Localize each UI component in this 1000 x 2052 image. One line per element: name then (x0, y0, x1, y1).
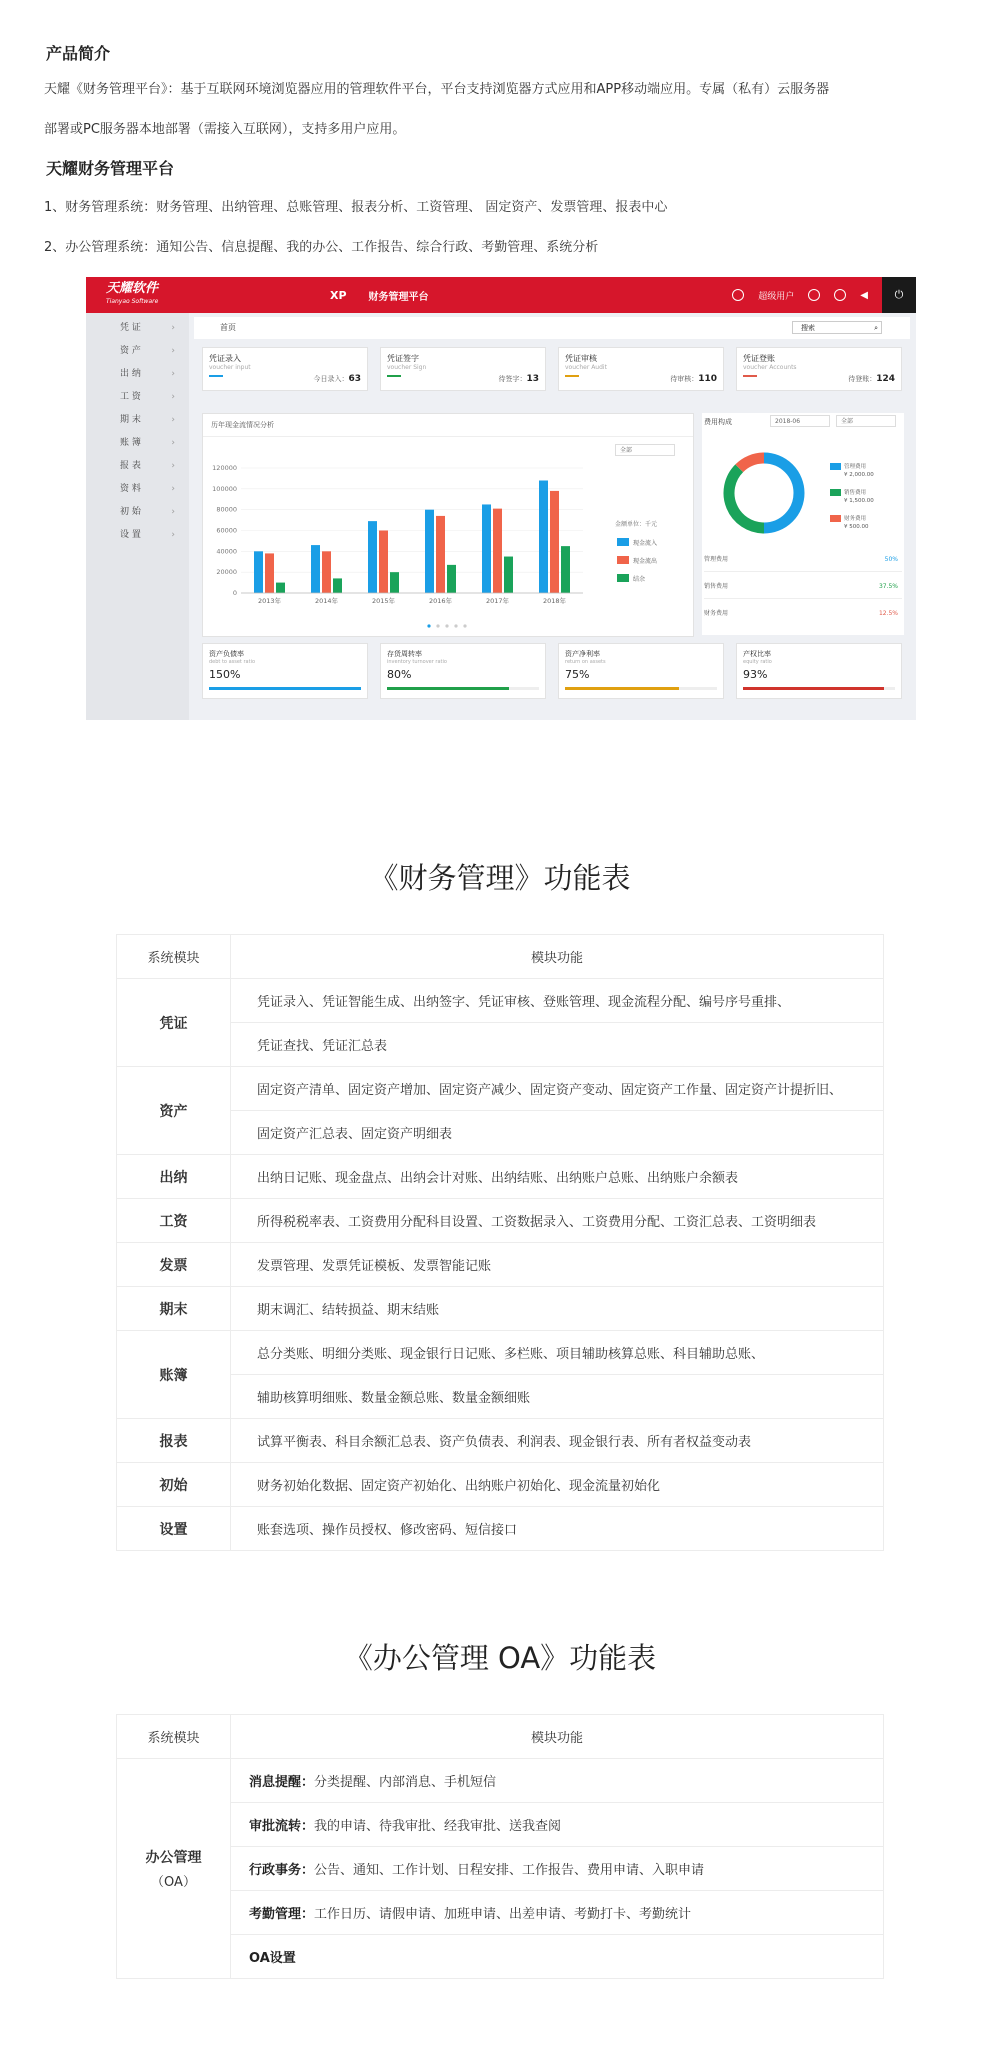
ratio-title: 资产净利率 (565, 650, 600, 658)
search-input[interactable] (792, 321, 882, 334)
y-tick-label: 60000 (216, 526, 237, 535)
x-tick-label: 2013年 (257, 597, 282, 605)
dashboard-logo (86, 282, 218, 308)
bar (265, 553, 274, 593)
module-cell: 发票 (117, 1243, 231, 1287)
kpi-value: 13 (526, 374, 539, 384)
logo-text: 天耀软件 (106, 281, 159, 296)
function-cell: 试算平衡表、科目余额汇总表、资产负债表、利润表、现金银行表、所有者权益变动表 (231, 1419, 884, 1463)
kpi-title: 凭证登账 (743, 354, 775, 363)
ratio-progress-fill (209, 687, 361, 690)
header-module: 系统模块 (117, 1715, 231, 1759)
x-tick-label: 2018年 (542, 597, 567, 605)
ratio-progress-fill (387, 687, 509, 690)
table-row (117, 1067, 884, 1111)
header-function: 模块功能 (231, 1715, 884, 1759)
kpi-card[interactable] (202, 347, 368, 391)
legend-unit: 金额单位：千元 (615, 521, 658, 528)
function-text: 工作日历、请假申请、加班申请、出差申请、考勤打卡、考勤统计 (314, 1907, 692, 1922)
settings-icon[interactable] (808, 289, 820, 301)
expense-pct: 37.5% (878, 583, 898, 590)
ratio-value: 80% (387, 668, 412, 681)
function-cell: 固定资产清单、固定资产增加、固定资产减少、固定资产变动、固定资产工作量、固定资产计提折旧、 (231, 1067, 884, 1111)
kpi-accent (743, 375, 757, 377)
xp-label: XP (330, 288, 347, 302)
bar (561, 546, 570, 593)
table-row (117, 1199, 884, 1243)
function-cell: 凭证录入、凭证智能生成、出纳签字、凭证审核、登账管理、现金流程分配、编号序号重排、 (231, 979, 884, 1023)
expense-row (704, 576, 902, 599)
module-cell: 账簿 (117, 1331, 231, 1419)
ratio-value: 75% (565, 668, 590, 681)
ratio-card[interactable] (380, 643, 546, 699)
finance-table-title: 《财务管理》功能表 (369, 861, 631, 895)
table-header-row (117, 1715, 884, 1759)
function-label: 消息提醒： (249, 1775, 315, 1790)
ratio-card[interactable] (558, 643, 724, 699)
function-cell: 凭证查找、凭证汇总表 (231, 1023, 884, 1067)
table-header-row (117, 935, 884, 979)
donut-legend-label: 销售费用 (844, 490, 867, 496)
expense-label: 管理费用 (704, 556, 729, 563)
x-tick-label: 2017年 (485, 597, 510, 605)
kpi-row (202, 347, 902, 391)
function-cell (231, 1847, 884, 1891)
pager-dot (427, 624, 430, 627)
donut-scope-value: 全部 (841, 418, 854, 425)
table-row (117, 979, 884, 1023)
platform-heading: 天耀财务管理平台 (46, 159, 175, 178)
dashboard-topbar (86, 277, 916, 313)
sidebar-item[interactable]: 初 始 › (86, 501, 189, 524)
function-cell (231, 1803, 884, 1847)
bar (482, 504, 491, 593)
function-text: 我的申请、待我审批、经我审批、送我查阅 (314, 1819, 562, 1834)
x-tick-label: 2016年 (428, 597, 453, 605)
donut-slice (729, 468, 764, 528)
table-row (117, 1111, 884, 1155)
function-label: 考勤管理： (249, 1907, 315, 1922)
table-row (117, 1847, 884, 1891)
donut-legend-swatch (830, 463, 841, 470)
bar (368, 521, 377, 593)
legend-swatch (617, 556, 629, 564)
ratio-row (202, 643, 902, 699)
x-tick-label: 2015年 (371, 597, 396, 605)
expense-panel (702, 413, 904, 635)
sidebar-item[interactable]: 资 料 › (86, 478, 189, 501)
y-tick-label: 120000 (212, 464, 237, 472)
sidebar-item[interactable]: 期 末 › (86, 409, 189, 432)
kpi-value: 124 (876, 374, 895, 384)
kpi-value: 63 (348, 374, 361, 384)
sidebar-item[interactable]: 出 纳 › (86, 363, 189, 386)
legend-swatch (617, 574, 629, 582)
logo-subtext: Tianyao Software (106, 298, 159, 305)
y-tick-label: 40000 (216, 547, 237, 556)
header-function: 模块功能 (231, 935, 884, 979)
bar (322, 551, 331, 593)
expense-donut-chart (702, 435, 910, 555)
dashboard-main (194, 313, 910, 720)
kpi-value: 110 (698, 374, 717, 384)
donut-slice (764, 458, 799, 528)
table-row (117, 1891, 884, 1935)
dashboard-screenshot (86, 277, 916, 720)
function-cell: 发票管理、发票凭证模板、发票智能记账 (231, 1243, 884, 1287)
module-cell: 期末 (117, 1287, 231, 1331)
kpi-subtitle: voucher input (209, 364, 251, 371)
ratio-title: 资产负债率 (209, 650, 244, 658)
function-cell: 期末调汇、结转损益、期末结账 (231, 1287, 884, 1331)
function-cell: 账套选项、操作员授权、修改密码、短信接口 (231, 1507, 884, 1551)
table-row (117, 1803, 884, 1847)
legend-swatch (617, 538, 629, 546)
function-cell: 财务初始化数据、固定资产初始化、出纳账户初始化、现金流量初始化 (231, 1463, 884, 1507)
donut-slice (739, 458, 764, 468)
x-tick-label: 2014年 (314, 597, 339, 605)
donut-legend-amount: ¥ 2,000.00 (844, 472, 874, 478)
ratio-subtitle: equity ratio (743, 659, 772, 665)
bar (333, 578, 342, 593)
y-tick-label: 80000 (216, 505, 237, 514)
kpi-subtitle: voucher Accounts (743, 364, 797, 371)
user-icon[interactable] (732, 289, 744, 301)
oa-table-title: 《办公管理 OA》功能表 (343, 1641, 657, 1675)
help-icon[interactable] (834, 289, 846, 301)
donut-legend-amount: ¥ 1,500.00 (844, 498, 874, 504)
platform-item-1: 1、财务管理系统：财务管理、出纳管理、总账管理、报表分析、工资管理、 固定资产、发票管理、报表中心 (44, 200, 668, 215)
bar (550, 491, 559, 593)
power-icon: ⏻ (894, 288, 904, 301)
function-cell (231, 1891, 884, 1935)
y-tick-label: 100000 (212, 484, 237, 493)
bar (447, 565, 456, 593)
kpi-accent (565, 375, 579, 377)
ratio-value: 150% (209, 668, 241, 681)
module-cell (117, 1759, 231, 1979)
donut-legend-swatch (830, 515, 841, 522)
kpi-accent (387, 375, 401, 377)
donut-legend-label: 管理费用 (844, 464, 867, 470)
finance-function-table (116, 934, 884, 1551)
bar (504, 557, 513, 593)
kpi-accent (209, 375, 223, 377)
module-cell: 凭证 (117, 979, 231, 1067)
bar (254, 551, 263, 593)
function-label: 行政事务： (249, 1863, 315, 1878)
sidebar-item[interactable]: 账 簿 › (86, 432, 189, 455)
donut-legend-swatch (830, 489, 841, 496)
header-module: 系统模块 (117, 935, 231, 979)
cashflow-bar-chart (203, 438, 693, 634)
ratio-progress (209, 687, 361, 690)
kpi-title: 凭证录入 (209, 354, 241, 363)
donut-legend-label: 财务费用 (844, 516, 867, 522)
legend-label: 现金流出 (633, 558, 658, 565)
donut-month-value: 2018-06 (775, 418, 801, 425)
module-cell: 报表 (117, 1419, 231, 1463)
table-row (117, 1155, 884, 1199)
table-row (117, 1023, 884, 1067)
bar (539, 481, 548, 594)
table-row (117, 1375, 884, 1419)
ratio-progress (743, 687, 895, 690)
table-row (117, 1243, 884, 1287)
bar (311, 545, 320, 593)
expense-label: 销售费用 (704, 583, 729, 590)
pager-dot (463, 624, 466, 627)
bar (425, 510, 434, 593)
function-text: 公告、通知、工作计划、日程安排、工作报告、费用申请、入职申请 (314, 1863, 705, 1878)
cashflow-chart-panel (202, 413, 694, 637)
ratio-title: 产权比率 (743, 650, 771, 658)
search-placeholder: 搜索 (801, 324, 815, 332)
ratio-progress (387, 687, 539, 690)
function-cell (231, 1759, 884, 1803)
ratio-title: 存货周转率 (387, 650, 422, 658)
kpi-card[interactable] (736, 347, 902, 391)
ratio-progress-fill (565, 687, 679, 690)
intro-paragraph-line-2: 部署或PC服务器本地部署（需接入互联网），支持多用户应用。 (44, 122, 406, 137)
function-text: 分类提醒、内部消息、手机短信 (314, 1775, 497, 1790)
bar (493, 509, 502, 593)
legend-label: 现金流入 (633, 540, 658, 547)
breadcrumb (194, 317, 910, 339)
sidebar-item[interactable]: 报 表 › (86, 455, 189, 478)
oa-function-table (116, 1714, 884, 1979)
table-row (117, 1463, 884, 1507)
breadcrumb-home[interactable]: 首页 (220, 323, 236, 332)
function-cell: 所得税税率表、工资费用分配科目设置、工资数据录入、工资费用分配、工资汇总表、工资明细表 (231, 1199, 884, 1243)
sidebar-item[interactable]: 设 置 › (86, 524, 189, 547)
bar (276, 583, 285, 593)
bar (390, 572, 399, 593)
ratio-card[interactable] (202, 643, 368, 699)
kpi-label: 待签字： (498, 375, 527, 383)
kpi-title: 凭证审核 (565, 354, 597, 363)
kpi-subtitle: voucher Audit (565, 364, 607, 371)
ratio-subtitle: debt to asset ratio (209, 659, 256, 665)
expense-pct: 50% (884, 556, 898, 563)
sidebar-item[interactable]: 凭 证 › (86, 317, 189, 340)
kpi-card[interactable] (558, 347, 724, 391)
function-cell (231, 1935, 884, 1979)
kpi-label: 待审核： (670, 375, 699, 383)
expense-label: 财务费用 (704, 610, 729, 617)
chart-filter-value: 全部 (620, 447, 633, 454)
function-cell: 固定资产汇总表、固定资产明细表 (231, 1111, 884, 1155)
dashboard-sidebar (86, 313, 189, 720)
bar (436, 516, 445, 593)
ratio-progress (565, 687, 717, 690)
power-button[interactable] (882, 277, 916, 313)
pager-dot (454, 624, 457, 627)
intro-paragraph-line-1: 天耀《财务管理平台》：基于互联网环境浏览器应用的管理软件平台，平台支持浏览器方式应用和APP移动端应用。专属（私有）云服务器 (44, 82, 830, 97)
kpi-card[interactable] (380, 347, 546, 391)
module-cell: 初始 (117, 1463, 231, 1507)
pager-dot (445, 624, 448, 627)
donut-scope-select[interactable] (836, 415, 896, 427)
kpi-label: 今日录入： (313, 375, 349, 383)
donut-legend-amount: ¥ 500.00 (844, 524, 869, 530)
function-cell: 出纳日记账、现金盘点、出纳会计对账、出纳结账、出纳账户总账、出纳账户余额表 (231, 1155, 884, 1199)
intro-section (44, 38, 964, 268)
expense-row (704, 603, 902, 625)
module-cell: 工资 (117, 1199, 231, 1243)
table-row (117, 1331, 884, 1375)
ratio-subtitle: return on assets (565, 659, 606, 665)
user-name[interactable]: 超级用户 (758, 291, 795, 302)
module-name: 办公管理 (145, 1850, 202, 1866)
function-label: 审批流转： (249, 1819, 315, 1834)
kpi-title: 凭证签字 (387, 354, 419, 363)
kpi-subtitle: voucher Sign (387, 364, 427, 371)
ratio-value: 93% (743, 668, 768, 681)
expense-row (704, 549, 902, 572)
sound-icon[interactable]: ◀ (860, 289, 868, 301)
function-label: OA设置 (249, 1951, 296, 1966)
donut-title: 费用构成 (704, 418, 732, 426)
legend-label: 结余 (633, 576, 646, 583)
module-subname: （OA） (151, 1875, 196, 1890)
sidebar-item[interactable]: 工 资 › (86, 386, 189, 409)
y-tick-label: 20000 (216, 568, 237, 577)
chart-title: 历年现金流情况分析 (203, 414, 693, 437)
platform-item-2: 2、办公管理系统：通知公告、信息提醒、我的办公、工作报告、综合行政、考勤管理、系统分析 (44, 240, 599, 255)
y-tick-label: 0 (232, 589, 237, 597)
table-row (117, 1507, 884, 1551)
table-row (117, 1759, 884, 1803)
search-icon[interactable]: ⌕ (874, 324, 878, 332)
kpi-label: 待登账： (848, 375, 877, 383)
function-cell: 辅助核算明细账、数量金额总账、数量金额细账 (231, 1375, 884, 1419)
intro-heading: 产品简介 (46, 44, 111, 63)
function-cell: 总分类账、明细分类账、现金银行日记账、多栏账、项目辅助核算总账、科目辅助总账、 (231, 1331, 884, 1375)
ratio-subtitle: inventory turnover ratio (387, 659, 447, 665)
table-row (117, 1287, 884, 1331)
sidebar-item[interactable]: 资 产 › (86, 340, 189, 363)
module-cell: 出纳 (117, 1155, 231, 1199)
module-cell: 资产 (117, 1067, 231, 1155)
expense-pct: 12.5% (878, 610, 898, 617)
pager-dot (436, 624, 439, 627)
donut-month-select[interactable] (770, 415, 830, 427)
ratio-card[interactable] (736, 643, 902, 699)
table-row (117, 1935, 884, 1979)
platform-title: 财务管理平台 (368, 291, 429, 303)
table-row (117, 1419, 884, 1463)
bar (379, 531, 388, 594)
module-cell: 设置 (117, 1507, 231, 1551)
ratio-progress-fill (743, 687, 884, 690)
